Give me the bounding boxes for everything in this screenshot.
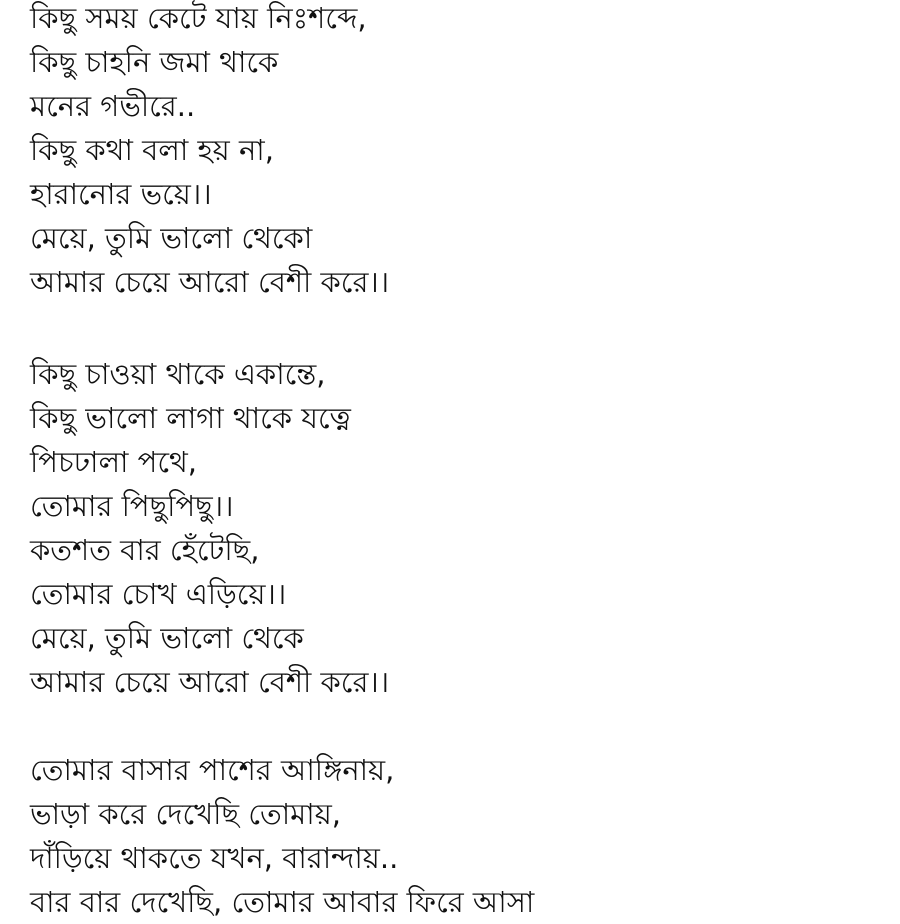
lyric-line: তোমার বাসার পাশের আঙ্গিনায়, [30, 753, 395, 787]
lyric-line: কিছু কথা বলা হয় না, [30, 133, 274, 167]
lyric-line: বার বার দেখেছি, তোমার আবার ফিরে আসা [30, 885, 535, 919]
lyric-line: ভাড়া করে দেখেছি তোমায়, [30, 797, 341, 831]
lyric-line: আমার চেয়ে আরো বেশী করে।। [30, 665, 390, 699]
lyric-line: তোমার চোখ এড়িয়ে।। [30, 577, 287, 611]
stanza-1 [30, 0, 389, 304]
lyric-line: পিচঢালা পথে, [30, 445, 198, 479]
lyric-line: মেয়ে, তুমি ভালো থেকো [30, 221, 313, 255]
lyric-line: কিছু সময় কেটে যায় নিঃশব্দে, [30, 1, 367, 35]
lyric-line: তোমার পিছুপিছু।। [30, 489, 234, 523]
lyric-line: হারানোর ভয়ে।। [30, 177, 212, 211]
lyric-line: দাঁড়িয়ে থাকতে যখন, বারান্দায়.. [30, 841, 399, 875]
lyric-line: কিছু চাওয়া থাকে একান্তে, [30, 357, 326, 391]
lyric-line: মেয়ে, তুমি ভালো থেকে [30, 621, 304, 655]
lyric-line: কিছু চাহনি জমা থাকে [30, 45, 279, 79]
stanza-2 [30, 352, 389, 704]
lyric-line: আমার চেয়ে আরো বেশী করে।। [30, 265, 390, 299]
stanza-3 [30, 748, 534, 924]
lyric-line: কিছু ভালো লাগা থাকে যত্নে [30, 401, 351, 435]
lyric-line: কতশত বার হেঁটেছি, [30, 533, 260, 567]
lyric-line: মনের গভীরে.. [30, 89, 196, 123]
